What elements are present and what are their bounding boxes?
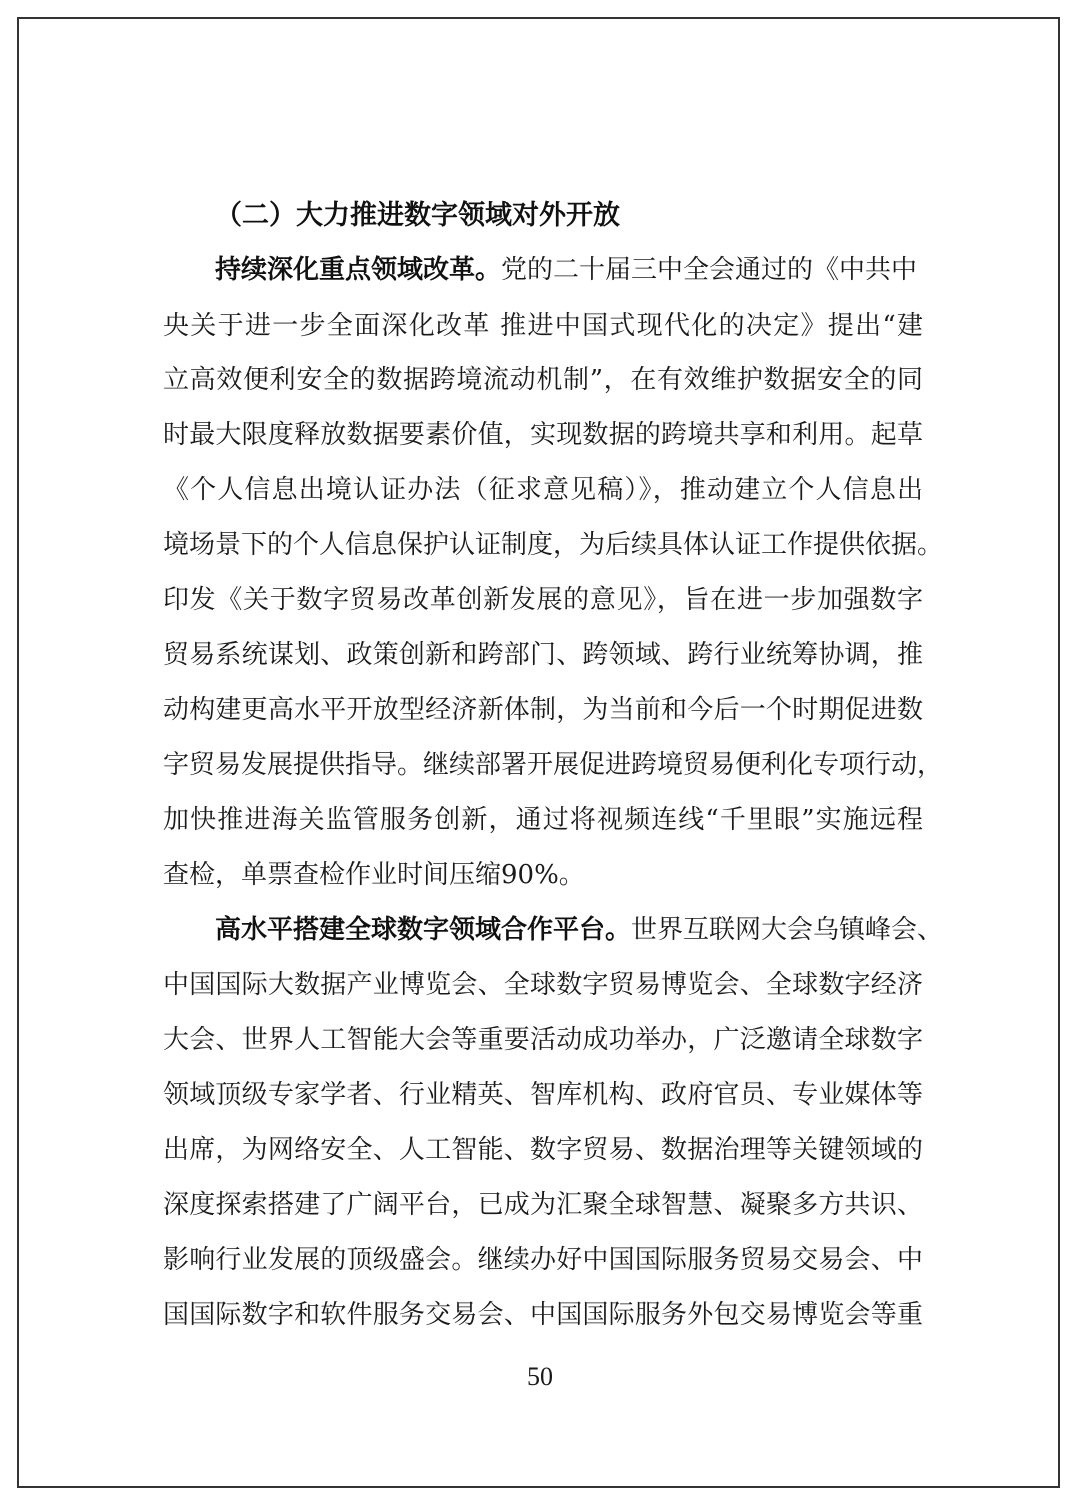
paragraph-1-line: 时最大限度释放数据要素价值，实现数据的跨境共享和利用。起草 <box>163 420 923 450</box>
section-heading: （二）大力推进数字领域对外开放 <box>215 200 620 231</box>
paragraph-1-line: 动构建更高水平开放型经济新体制，为当前和今后一个时期促进数 <box>163 695 923 725</box>
paragraph-2-lead: 高水平搭建全球数字领域合作平台。 <box>215 915 632 945</box>
paragraph-2-line: 出席，为网络安全、人工智能、数字贸易、数据治理等关键领域的 <box>163 1135 923 1165</box>
paragraph-2-first-line-text: 世界互联网大会乌镇峰会、 <box>631 915 944 945</box>
paragraph-2-first-line <box>215 912 944 948</box>
paragraph-1-line: 境场景下的个人信息保护认证制度，为后续具体认证工作提供依据。 <box>163 530 944 560</box>
paragraph-1-last-line: 查检，单票查检作业时间压缩90%。 <box>163 860 585 890</box>
paragraph-1-lead: 持续深化重点领域改革。 <box>215 255 502 285</box>
paragraph-2-line: 领域顶级专家学者、行业精英、智库机构、政府官员、专业媒体等 <box>163 1080 923 1110</box>
paragraph-1-first-line <box>215 252 923 288</box>
paragraph-1-line: 印发《关于数字贸易改革创新发展的意见》，旨在进一步加强数字 <box>163 585 923 615</box>
page-number: 50 <box>527 1362 553 1391</box>
paragraph-1-line: 立高效便利安全的数据跨境流动机制”，在有效维护数据安全的同 <box>163 365 923 395</box>
paragraph-2-line: 大会、世界人工智能大会等重要活动成功举办，广泛邀请全球数字 <box>163 1025 923 1055</box>
paragraph-2-line: 影响行业发展的顶级盛会。继续办好中国国际服务贸易交易会、中 <box>163 1245 923 1275</box>
paragraph-2-line: 深度探索搭建了广阔平台，已成为汇聚全球智慧、凝聚多方共识、 <box>163 1190 923 1220</box>
paragraph-1-first-line-text: 党的二十届三中全会通过的《中共中 <box>501 255 918 285</box>
paragraph-2-line: 中国国际大数据产业博览会、全球数字贸易博览会、全球数字经济 <box>163 970 923 1000</box>
paragraph-2-line: 国国际数字和软件服务交易会、中国国际服务外包交易博览会等重 <box>163 1300 923 1330</box>
paragraph-1-line: 贸易系统谋划、政策创新和跨部门、跨领域、跨行业统筹协调，推 <box>163 640 923 670</box>
paragraph-1-line: 加快推进海关监管服务创新，通过将视频连线“千里眼”实施远程 <box>163 805 923 835</box>
paragraph-1-line: 央关于进一步全面深化改革 推进中国式现代化的决定》提出“建 <box>163 311 923 341</box>
paragraph-1-line: 《个人信息出境认证办法（征求意见稿）》，推动建立个人信息出 <box>163 475 923 505</box>
paragraph-1-line: 字贸易发展提供指导。继续部署开展促进跨境贸易便利化专项行动， <box>163 750 944 780</box>
